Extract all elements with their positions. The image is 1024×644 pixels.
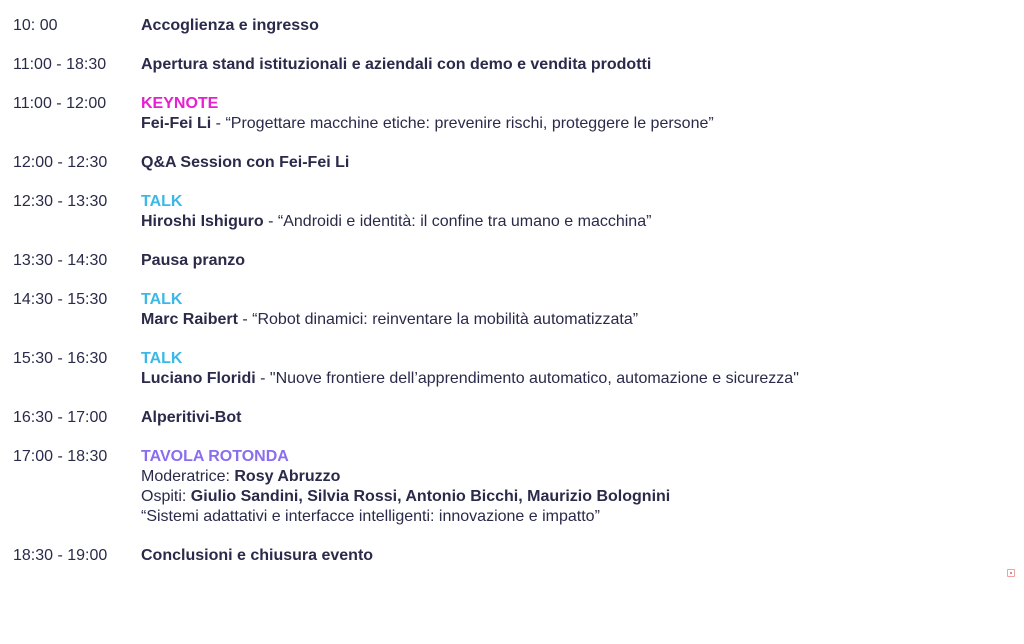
talk-title: "Nuove frontiere dell’apprendimento automatico, automazione e sicurezza" [269, 370, 799, 387]
talk-title: “Progettare macchine etiche: prevenire rischi, proteggere le persone” [225, 115, 714, 132]
agenda-time: 14:30 - 15:30 [13, 291, 108, 308]
session-tag-keynote: KEYNOTE [141, 95, 219, 112]
agenda-title: Pausa pranzo [141, 252, 246, 269]
agenda-list [13, 16, 1013, 585]
agenda-row [13, 16, 1013, 36]
agenda-row [13, 408, 1013, 428]
agenda-row [13, 546, 1013, 566]
agenda-title: Q&A Session con Fei-Fei Li [141, 154, 350, 171]
moderator-name: Rosy Abruzzo [234, 468, 341, 485]
agenda-title: Conclusioni e chiusura evento [141, 547, 374, 564]
agenda-time: 18:30 - 19:00 [13, 547, 108, 564]
guests-label: Ospiti: [141, 488, 191, 505]
agenda-content [141, 153, 1013, 173]
agenda-row [13, 192, 1013, 232]
agenda-title: Alperitivi-Bot [141, 409, 242, 426]
speaker-name: Marc Raibert [141, 311, 238, 328]
agenda-content [141, 55, 1013, 75]
agenda-title: Apertura stand istituzionali e aziendali con demo e vendita prodotti [141, 56, 652, 73]
agenda-row [13, 349, 1013, 389]
agenda-content [141, 290, 1013, 330]
speaker-name: Luciano Floridi [141, 370, 256, 387]
agenda-time: 11:00 - 18:30 [13, 56, 107, 73]
session-tag-talk: TALK [141, 350, 183, 367]
agenda-content [141, 408, 1013, 428]
agenda-time: 12:00 - 12:30 [13, 154, 108, 171]
agenda-time: 12:30 - 13:30 [13, 193, 108, 210]
agenda-title: Accoglienza e ingresso [141, 17, 319, 34]
agenda-content [141, 94, 1013, 134]
agenda-time: 10: 00 [13, 17, 58, 34]
corner-mark-icon [1007, 569, 1015, 577]
agenda-content [141, 546, 1013, 566]
agenda-content [141, 251, 1013, 271]
talk-title: “Sistemi adattativi e interfacce intelligenti: innovazione e impatto” [141, 508, 600, 525]
separator: - [263, 213, 278, 230]
agenda-time: 16:30 - 17:00 [13, 409, 108, 426]
session-tag-talk: TALK [141, 193, 183, 210]
separator: - [211, 115, 226, 132]
separator: - [255, 370, 270, 387]
agenda-time: 13:30 - 14:30 [13, 252, 108, 269]
talk-title: “Robot dinamici: reinventare la mobilità automatizzata” [252, 311, 639, 328]
agenda-content [141, 192, 1013, 232]
speaker-name: Fei-Fei Li [141, 115, 212, 132]
agenda-content [141, 447, 1013, 527]
separator: - [237, 311, 253, 328]
session-tag-tavola-rotonda: TAVOLA ROTONDA [141, 448, 289, 465]
session-tag-talk: TALK [141, 291, 183, 308]
agenda-row [13, 153, 1013, 173]
agenda-content [141, 16, 1013, 36]
agenda-row [13, 290, 1013, 330]
agenda-row [13, 251, 1013, 271]
speaker-name: Hiroshi Ishiguro [141, 213, 264, 230]
agenda-row [13, 447, 1013, 527]
agenda-time: 11:00 - 12:00 [13, 95, 107, 112]
agenda-time: 17:00 - 18:30 [13, 448, 108, 465]
agenda-row [13, 94, 1013, 134]
talk-title: “Androidi e identità: il confine tra umano e macchina” [277, 213, 652, 230]
guests-names: Giulio Sandini, Silvia Rossi, Antonio Bicchi, Maurizio Bolognini [190, 488, 671, 505]
agenda-time: 15:30 - 16:30 [13, 350, 108, 367]
moderator-label: Moderatrice: [141, 468, 235, 485]
agenda-content [141, 349, 1013, 389]
agenda-row [13, 55, 1013, 75]
